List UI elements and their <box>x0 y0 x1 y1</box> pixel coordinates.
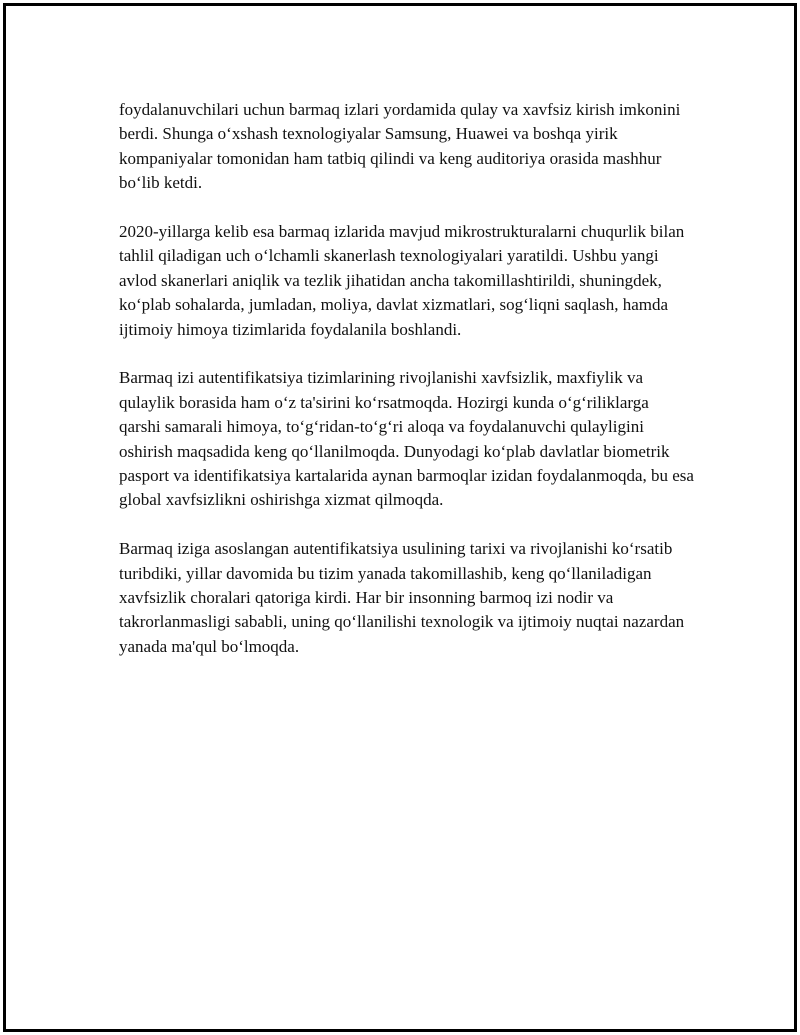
paragraph-3: Barmaq izi autentifikatsiya tizimlarining rivojlanishi xavfsizlik, maxfiylik va qulaylik borasida ham o‘z ta'sirini ko‘rsatmoqda. Hozirgi kunda o‘g‘riliklarga qarshi samarali himoya, to‘g‘ridan-to‘g‘ri aloqa va foydalanuvchi qulayligini oshirish maqsadida keng qo‘llanilmoqda. Dunyodagi ko‘plab davlatlar biometrik pasport va identifikatsiya kartalarida aynan barmoqlar izidan foydalanmoqda, bu esa global xavfsizlikni oshirishga xizmat qilmoqda. <box>119 368 694 510</box>
document-page <box>3 3 797 1032</box>
paragraph-1: foydalanuvchilari uchun barmaq izlari yordamida qulay va xavfsiz kirish imkonini berdi. Shunga o‘xshash texnologiyalar Samsung, Huawei va boshqa yirik kompaniyalar tomonidan ham tatbiq qilindi va keng auditoriya orasida mashhur bo‘lib ketdi. <box>119 100 681 193</box>
paragraph-4: Barmaq iziga asoslangan autentifikatsiya usulining tarixi va rivojlanishi ko‘rsatib turibdiki, yillar davomida bu tizim yanada takomillashib, keng qo‘llaniladigan xavfsizlik choralari qatoriga kirdi. Har bir insonning barmoq izi nodir va takrorlanmasligi sababli, uning qo‘llanilishi texnologik va ijtimoiy nuqtai nazardan yanada ma'qul bo‘lmoqda. <box>119 539 685 656</box>
document-body <box>119 98 694 684</box>
paragraph-2: 2020-yillarga kelib esa barmaq izlarida mavjud mikrostrukturalarni chuqurlik bilan tahlil qiladigan uch o‘lchamli skanerlash texnologiyalari yaratildi. Ushbu yangi avlod skanerlari aniqlik va tezlik jihatidan ancha takomillashtirildi, shuningdek, ko‘plab sohalarda, jumladan, moliya, davlat xizmatlari, sog‘liqni saqlash, hamda ijtimoiy himoya tizimlarida foydalanila boshlandi. <box>119 222 685 339</box>
